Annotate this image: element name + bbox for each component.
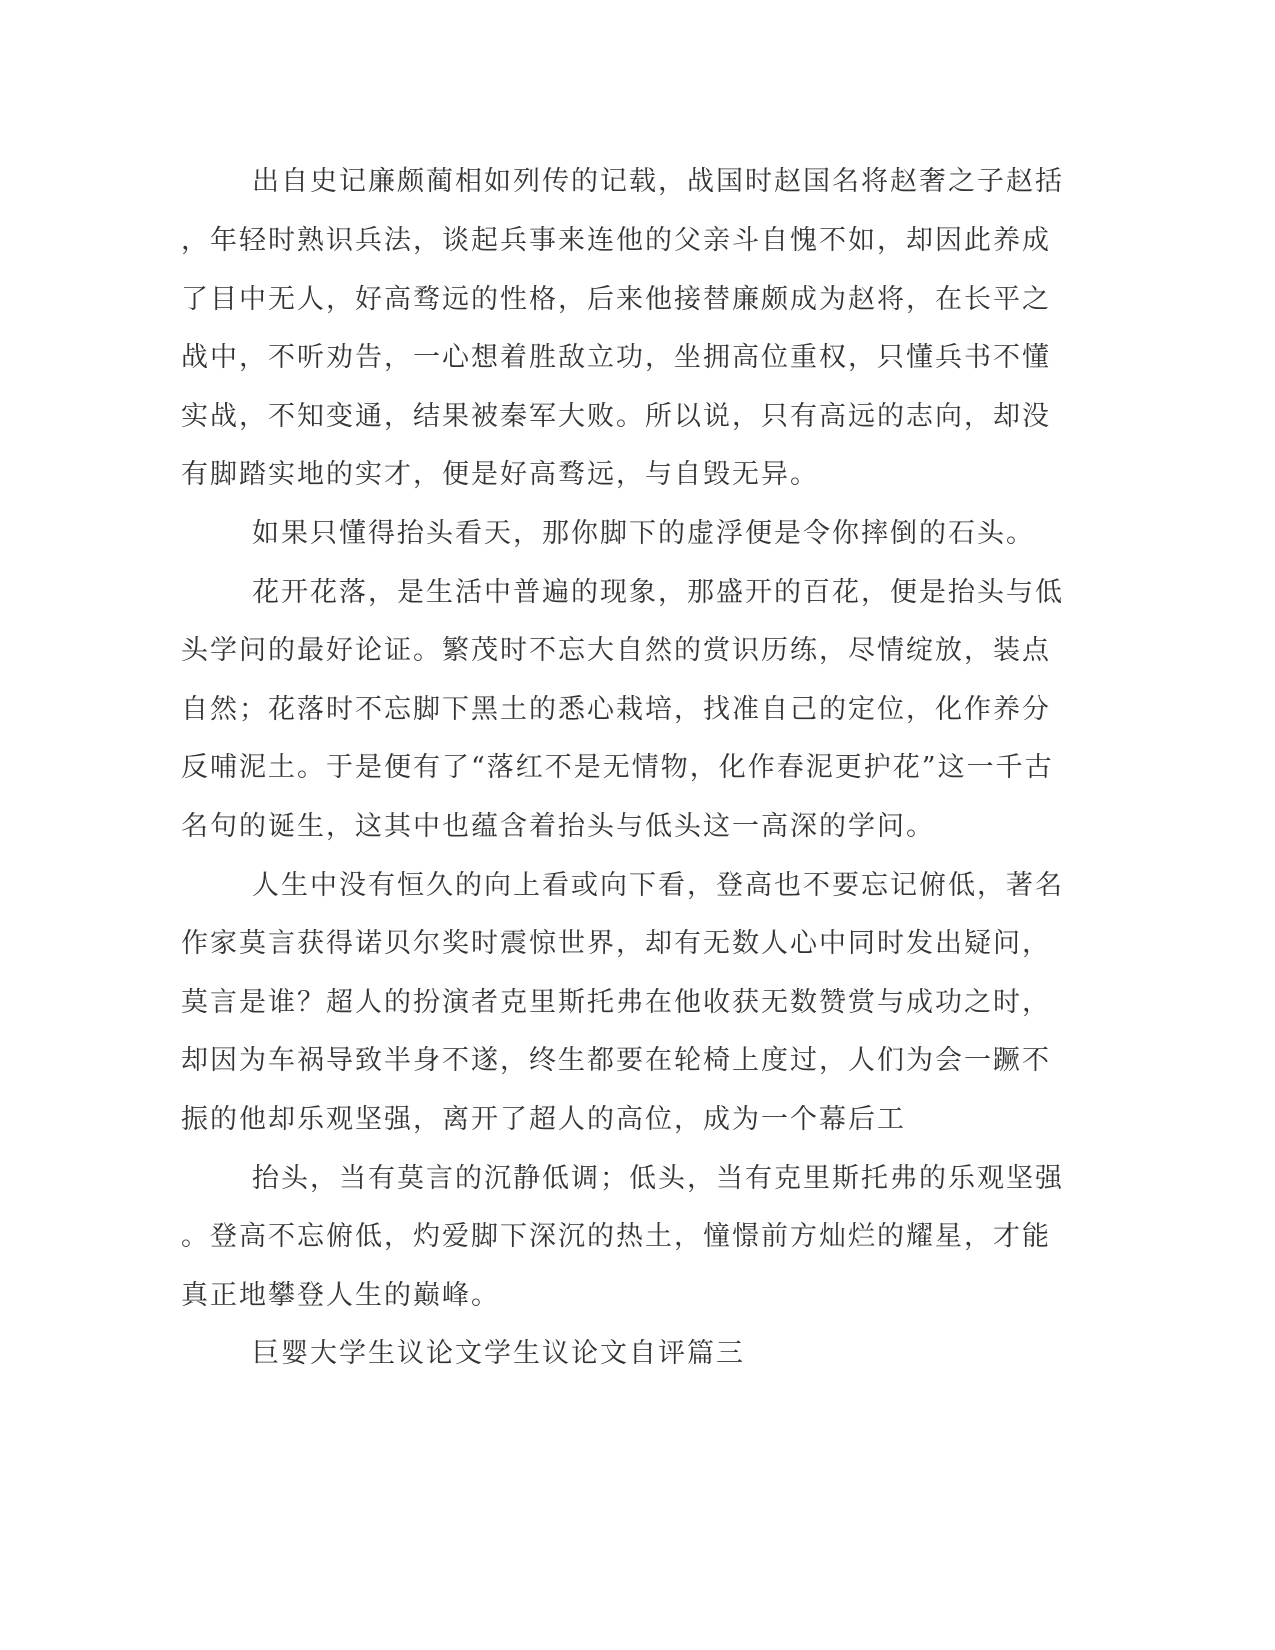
paragraph-4-line-2: 作家莫言获得诺贝尔奖时震惊世界，却有无数人心中同时发出疑问， (181, 928, 1051, 959)
paragraph-1-line-6: 有脚踏实地的实才，便是好高骛远，与自毁无异。 (181, 459, 819, 490)
paragraph-3-line-5: 名句的诞生，这其中也蕴含着抬头与低头这一高深的学问。 (181, 811, 935, 842)
paragraph-4-line-4: 却因为车祸导致半身不遂，终生都要在轮椅上度过，人们为会一蹶不 (181, 1045, 1051, 1076)
paragraph-3-line-1: 花开花落，是生活中普遍的现象，那盛开的百花，便是抬头与低 (252, 577, 1064, 608)
paragraph-4-line-5: 振的他却乐观坚强，离开了超人的高位，成为一个幕后工 (181, 1104, 906, 1135)
paragraph-1-line-5: 实战，不知变通，结果被秦军大败。所以说，只有高远的志向，却没 (181, 401, 1051, 432)
paragraph-4-line-1: 人生中没有恒久的向上看或向下看，登高也不要忘记俯低，著名 (252, 870, 1064, 901)
paragraph-1-line-2: ，年轻时熟识兵法，谈起兵事来连他的父亲斗自愧不如，却因此养成 (181, 225, 1051, 256)
paragraph-4-line-3: 莫言是谁？超人的扮演者克里斯托弗在他收获无数赞赏与成功之时， (181, 987, 1051, 1018)
paragraph-1-line-3: 了目中无人，好高骛远的性格，后来他接替廉颇成为赵将，在长平之 (181, 284, 1051, 315)
section-heading: 巨婴大学生议论文学生议论文自评篇三 (252, 1338, 745, 1369)
paragraph-3-line-2: 头学问的最好论证。繁茂时不忘大自然的赏识历练，尽情绽放，装点 (181, 635, 1051, 666)
paragraph-1-line-4: 战中，不听劝告，一心想着胜敌立功，坐拥高位重权，只懂兵书不懂 (181, 342, 1051, 373)
paragraph-3-line-4: 反哺泥土。于是便有了“落红不是无情物，化作春泥更护花”这一千古 (181, 752, 1054, 783)
paragraph-1-line-1: 出自史记廉颇蔺相如列传的记载，战国时赵国名将赵奢之子赵括 (252, 166, 1064, 197)
paragraph-5-line-3: 真正地攀登人生的巅峰。 (181, 1280, 500, 1311)
paragraph-5-line-1: 抬头，当有莫言的沉静低调；低头，当有克里斯托弗的乐观坚强 (252, 1163, 1064, 1194)
paragraph-2-line-1: 如果只懂得抬头看天，那你脚下的虚浮便是令你摔倒的石头。 (252, 518, 1035, 549)
paragraph-3-line-3: 自然；花落时不忘脚下黑土的悉心栽培，找准自己的定位，化作养分 (181, 694, 1051, 725)
paragraph-5-line-2: 。登高不忘俯低，灼爱脚下深沉的热土，憧憬前方灿烂的耀星，才能 (181, 1221, 1051, 1252)
